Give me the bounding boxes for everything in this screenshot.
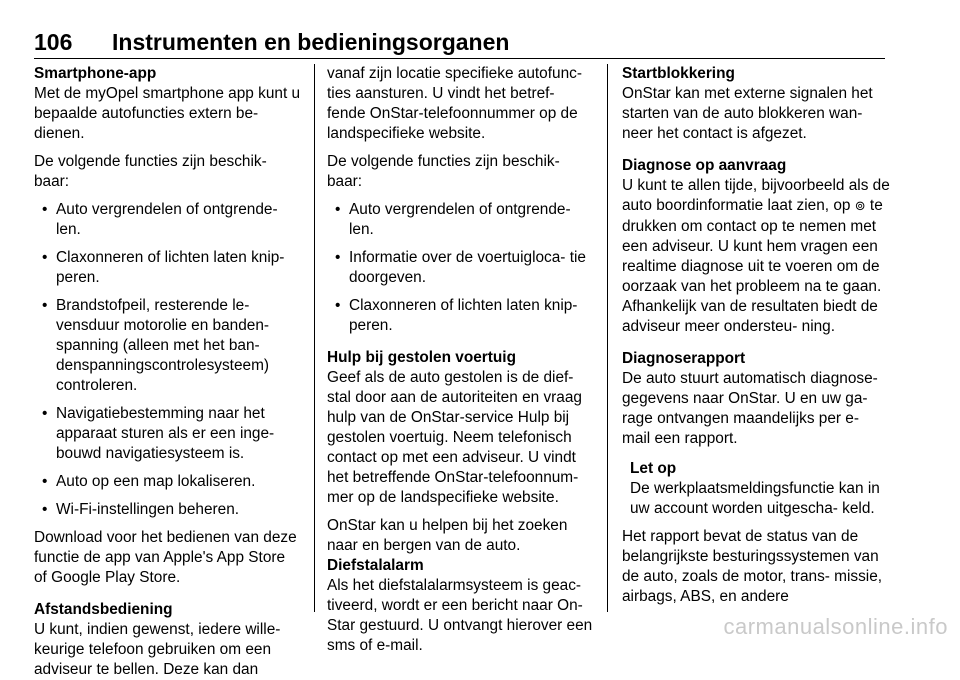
paragraph: Het rapport bevat de status van de belangrijkste besturingssystemen van de auto, zoals de motor, trans- missie, airbags, ABS, en andere [622, 528, 883, 605]
onstar-button-icon: ⊚ [854, 199, 866, 214]
heading-diagnosis-on-demand: Diagnose op aanvraag [622, 157, 787, 174]
heading-start-block: Startblokkering [622, 65, 735, 82]
column-2 [327, 64, 597, 656]
heading-stolen-vehicle: Hulp bij gestolen voertuig [327, 349, 516, 366]
list-item: • Wi-Fi-instellingen beheren. [34, 500, 302, 520]
heading-diagnosis-report: Diagnoserapport [622, 350, 746, 367]
list-item: • Informatie over de voertuigloca- tie doorgeven. [327, 248, 597, 288]
paragraph: Als het diefstalalarmsysteem is geac- tiveerd, wordt er een bericht naar On- Star gestuurd. U ontvangt hierover een sms of e-mail. [327, 577, 593, 654]
paragraph: Download voor het bedienen van deze functie de app van Apple's App Store of Google Play Store. [34, 529, 297, 586]
list-item: • Navigatiebestemming naar het apparaat sturen als er een inge- bouwd navigatiesysteem is. [34, 404, 302, 464]
list-item: • Auto vergrendelen of ontgrende- len. [34, 200, 302, 240]
paragraph-text: U kunt te allen tijde, bijvoorbeeld als de auto boordinformatie laat zien, op [622, 177, 890, 214]
page-number: 106 [34, 29, 73, 55]
paragraph: De auto stuurt automatisch diagnose- gegevens naar OnStar. U en uw ga- rage ontvangen maandelijks per e- mail een rapport. [622, 370, 878, 447]
paragraph: De volgende functies zijn beschik- baar: [327, 153, 560, 190]
note-title: Let op [630, 460, 677, 477]
list-item: • Claxonneren of lichten laten knip- peren. [327, 296, 597, 336]
column-3 [622, 64, 890, 607]
column-1 [34, 64, 302, 680]
paragraph: vanaf zijn locatie specifieke autofunc- ties aansturen. U vindt het betref- fende OnStar-telefoonnummer op de landspecifieke website. [327, 65, 582, 142]
note-box [622, 459, 890, 519]
note-text: De werkplaatsmeldingsfunctie kan in uw account worden uitgescha- keld. [630, 480, 880, 517]
list-item: • Claxonneren of lichten laten knip- peren. [34, 248, 302, 288]
column-divider-1 [314, 64, 315, 612]
paragraph: Met de myOpel smartphone app kunt u bepaalde autofuncties extern be- dienen. [34, 85, 301, 142]
watermark: carmanualsonline.info [723, 614, 948, 639]
paragraph: De volgende functies zijn beschik- baar: [34, 153, 267, 190]
heading-theft-alarm: Diefstalalarm [327, 557, 424, 574]
list-item: • Auto op een map lokaliseren. [34, 472, 302, 492]
list-item: • Brandstofpeil, resterende le- vensduur motorolie en banden- spanning (alleen met het ban- denspanningscontrolesysteem) controleren. [34, 296, 302, 396]
heading-remote-control: Afstandsbediening [34, 601, 173, 618]
header-rule [34, 58, 885, 59]
bullet-list [34, 200, 302, 520]
paragraph [622, 176, 890, 337]
list-item: • Auto vergrendelen of ontgrende- len. [327, 200, 597, 240]
paragraph-text: te drukken om contact op te nemen met een adviseur. U kunt hem vragen een realtime diagnose uit te voeren om de oorzaak van het probleem na te gaan. Afhankelijk van de resultaten biedt de adviseur meer ondersteu- ning. [622, 197, 883, 335]
paragraph: OnStar kan u helpen bij het zoeken naar en bergen van de auto. [327, 517, 568, 554]
paragraph: U kunt, indien gewenst, iedere wille- keurige telefoon gebruiken om een adviseur te bellen. Deze kan dan [34, 621, 281, 678]
bullet-list [327, 200, 597, 336]
column-divider-2 [607, 64, 608, 612]
chapter-title: Instrumenten en bedieningsorganen [112, 29, 510, 55]
paragraph: Geef als de auto gestolen is de dief- stal door aan de autoriteiten en vraag hulp van de OnStar-service Hulp bij gestolen voertuig. Neem telefonisch contact op met een adviseur. U vindt het betreffende OnStar-telefoonnum- mer op de landspecifieke website. [327, 369, 582, 506]
paragraph: OnStar kan met externe signalen het starten van de auto blokkeren wan- neer het contact is afgezet. [622, 85, 873, 142]
heading-smartphone-app: Smartphone-app [34, 65, 157, 82]
